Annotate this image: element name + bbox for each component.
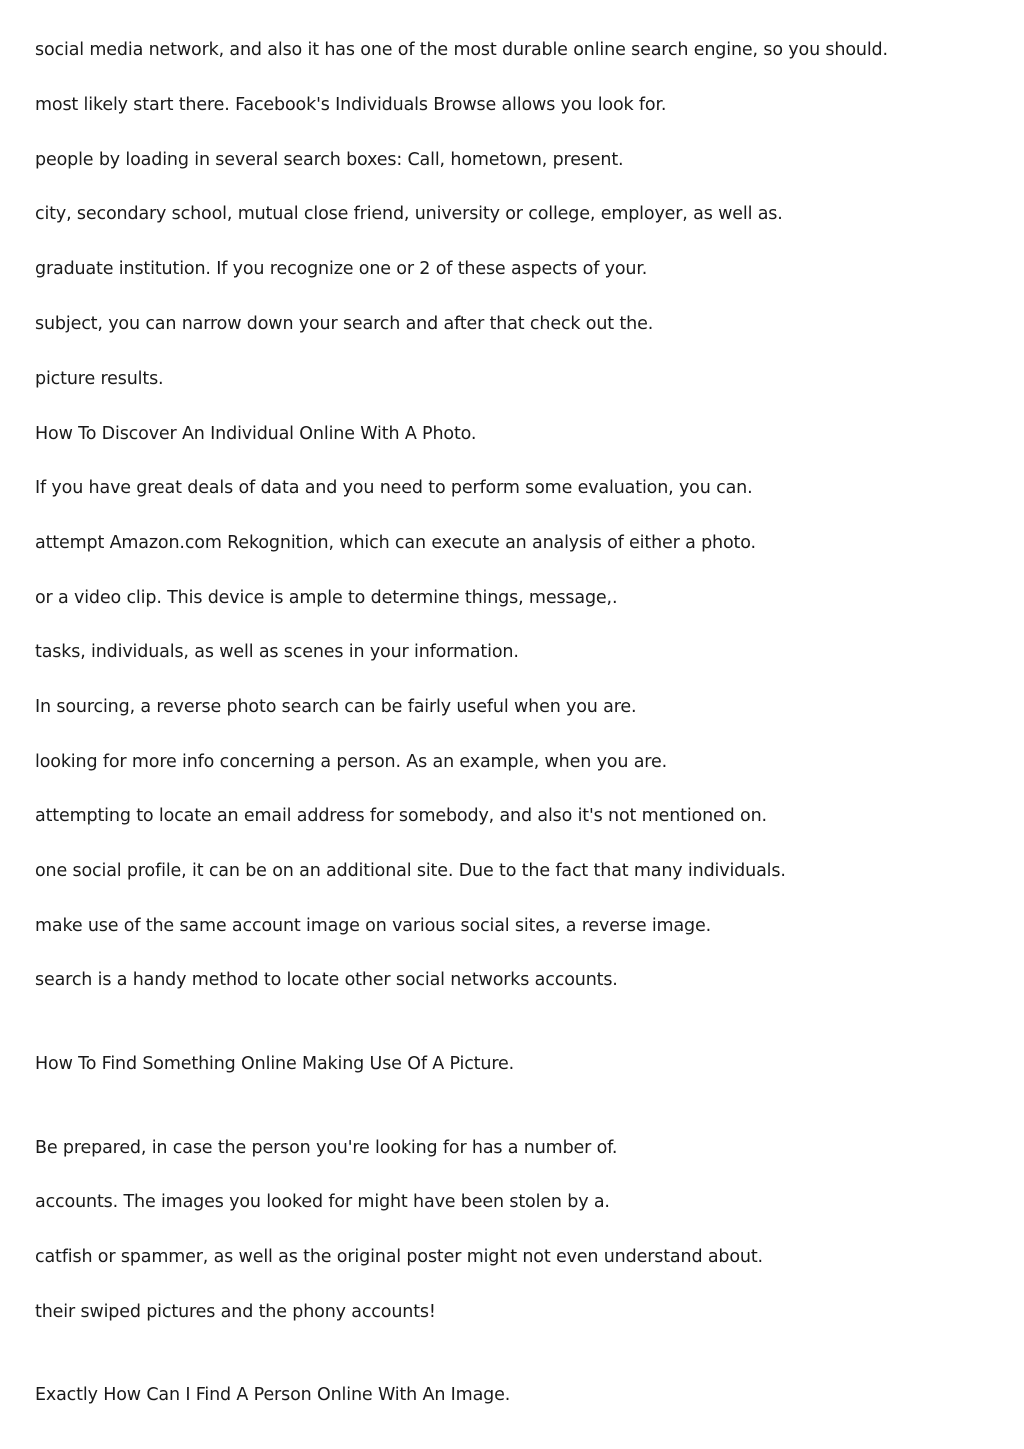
text-line: looking for more info concerning a person. As an example, when you are. — [35, 752, 667, 772]
text-line: catfish or spammer, as well as the original poster might not even understand about. — [35, 1247, 763, 1267]
text-line: people by loading in several search boxes: Call, hometown, present. — [35, 150, 624, 170]
text-line: In sourcing, a reverse photo search can be fairly useful when you are. — [35, 697, 637, 717]
text-line: social media network, and also it has one of the most durable online search engine, so you should. — [35, 40, 888, 60]
text-line: their swiped pictures and the phony accounts! — [35, 1302, 436, 1322]
text-line: picture results. — [35, 369, 164, 389]
text-line: attempting to locate an email address for somebody, and also it's not mentioned on. — [35, 806, 767, 826]
text-line: or a video clip. This device is ample to determine things, message,. — [35, 588, 618, 608]
text-line: one social profile, it can be on an additional site. Due to the fact that many individuals. — [35, 861, 786, 881]
text-line: most likely start there. Facebook's Individuals Browse allows you look for. — [35, 95, 667, 115]
text-line: accounts. The images you looked for might have been stolen by a. — [35, 1192, 610, 1212]
section-heading: Exactly How Can I Find A Person Online With An Image. — [35, 1385, 511, 1405]
text-line: subject, you can narrow down your search and after that check out the. — [35, 314, 654, 334]
text-line: Be prepared, in case the person you're looking for has a number of. — [35, 1138, 618, 1158]
text-line: If you have great deals of data and you need to perform some evaluation, you can. — [35, 478, 753, 498]
text-line: tasks, individuals, as well as scenes in your information. — [35, 642, 519, 662]
text-line: graduate institution. If you recognize one or 2 of these aspects of your. — [35, 259, 648, 279]
text-line: attempt Amazon.com Rekognition, which can execute an analysis of either a photo. — [35, 533, 756, 553]
text-line: make use of the same account image on various social sites, a reverse image. — [35, 916, 712, 936]
section-heading: How To Find Something Online Making Use Of A Picture. — [35, 1054, 515, 1074]
text-line: city, secondary school, mutual close friend, university or college, employer, as well as. — [35, 204, 783, 224]
section-heading: How To Discover An Individual Online With A Photo. — [35, 424, 477, 444]
text-line: search is a handy method to locate other social networks accounts. — [35, 970, 618, 990]
